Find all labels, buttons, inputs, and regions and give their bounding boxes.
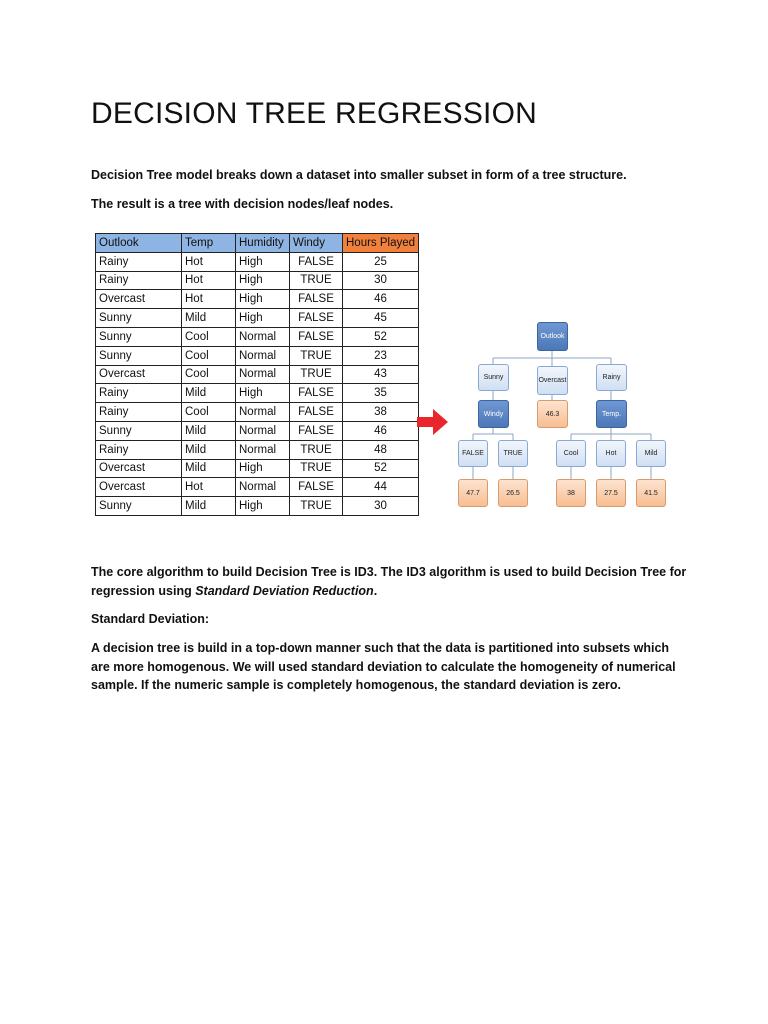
- cell-temp: Cool: [182, 403, 236, 422]
- intro-line-2: The result is a tree with decision nodes/leaf nodes.: [91, 197, 394, 211]
- cell-windy: FALSE: [290, 309, 343, 328]
- table-row: [96, 421, 419, 440]
- cell-outlook: Sunny: [96, 497, 182, 516]
- table-row: [96, 497, 419, 516]
- cell-humidity: Normal: [236, 403, 290, 422]
- cell-humidity: Normal: [236, 478, 290, 497]
- table-row: [96, 478, 419, 497]
- tree-leaf-true-value: 26.5: [498, 479, 528, 507]
- cell-hours-played: 52: [343, 327, 419, 346]
- cell-windy: FALSE: [290, 478, 343, 497]
- cell-hours-played: 46: [343, 290, 419, 309]
- tree-node-cool: Cool: [556, 440, 586, 467]
- table-row: [96, 346, 419, 365]
- sdr-emphasis: Standard Deviation Reduction: [195, 583, 374, 598]
- cell-outlook: Overcast: [96, 365, 182, 384]
- cell-windy: TRUE: [290, 497, 343, 516]
- table-row: [96, 327, 419, 346]
- cell-hours-played: 25: [343, 252, 419, 271]
- cell-outlook: Overcast: [96, 290, 182, 309]
- tree-node-outlook: Outlook: [537, 322, 568, 351]
- section-heading: Standard Deviation:: [91, 612, 210, 626]
- cell-outlook: Sunny: [96, 421, 182, 440]
- cell-temp: Hot: [182, 478, 236, 497]
- cell-windy: FALSE: [290, 384, 343, 403]
- cell-hours-played: 44: [343, 478, 419, 497]
- cell-windy: TRUE: [290, 459, 343, 478]
- cell-humidity: High: [236, 252, 290, 271]
- tree-leaf-false-value: 47.7: [458, 479, 488, 507]
- cell-temp: Cool: [182, 346, 236, 365]
- cell-temp: Mild: [182, 421, 236, 440]
- cell-windy: FALSE: [290, 421, 343, 440]
- cell-windy: TRUE: [290, 440, 343, 459]
- table-row: [96, 440, 419, 459]
- cell-humidity: High: [236, 271, 290, 290]
- tree-leaf-hot-value: 27.5: [596, 479, 626, 507]
- table-header-row: [96, 234, 419, 253]
- cell-humidity: Normal: [236, 365, 290, 384]
- cell-outlook: Rainy: [96, 403, 182, 422]
- decision-tree-diagram: [445, 318, 680, 518]
- header-windy: Windy: [290, 234, 343, 253]
- tree-node-overcast: Overcast: [537, 366, 568, 395]
- cell-hours-played: 48: [343, 440, 419, 459]
- cell-outlook: Overcast: [96, 459, 182, 478]
- cell-outlook: Rainy: [96, 440, 182, 459]
- tree-leaf-mild-value: 41.5: [636, 479, 666, 507]
- cell-windy: FALSE: [290, 290, 343, 309]
- tree-node-false: FALSE: [458, 440, 488, 467]
- page-title: DECISION TREE REGRESSION: [91, 97, 537, 130]
- cell-hours-played: 43: [343, 365, 419, 384]
- cell-temp: Mild: [182, 309, 236, 328]
- tree-node-mild: Mild: [636, 440, 666, 467]
- cell-outlook: Overcast: [96, 478, 182, 497]
- table-row: [96, 290, 419, 309]
- cell-windy: TRUE: [290, 346, 343, 365]
- cell-windy: TRUE: [290, 365, 343, 384]
- table-row: [96, 309, 419, 328]
- tree-node-temp: Temp.: [596, 400, 627, 428]
- cell-temp: Mild: [182, 459, 236, 478]
- algorithm-paragraph: [91, 563, 691, 600]
- cell-temp: Cool: [182, 365, 236, 384]
- cell-windy: FALSE: [290, 403, 343, 422]
- algorithm-period: .: [373, 583, 378, 598]
- tree-leaf-cool-value: 38: [556, 479, 586, 507]
- cell-humidity: High: [236, 497, 290, 516]
- cell-hours-played: 45: [343, 309, 419, 328]
- cell-outlook: Rainy: [96, 271, 182, 290]
- table-row: [96, 384, 419, 403]
- weather-data-table: [95, 233, 419, 516]
- cell-temp: Hot: [182, 290, 236, 309]
- cell-temp: Mild: [182, 440, 236, 459]
- cell-hours-played: 30: [343, 497, 419, 516]
- header-hours-played: Hours Played: [343, 234, 419, 253]
- cell-humidity: High: [236, 309, 290, 328]
- cell-outlook: Sunny: [96, 346, 182, 365]
- tree-node-hot: Hot: [596, 440, 626, 467]
- cell-outlook: Rainy: [96, 384, 182, 403]
- cell-temp: Mild: [182, 384, 236, 403]
- cell-humidity: High: [236, 384, 290, 403]
- cell-humidity: Normal: [236, 327, 290, 346]
- cell-hours-played: 35: [343, 384, 419, 403]
- intro-line-1: Decision Tree model breaks down a dataset into smaller subset in form of a tree structure.: [91, 168, 627, 182]
- table-row: [96, 459, 419, 478]
- tree-node-sunny: Sunny: [478, 364, 509, 391]
- homogeneity-paragraph: A decision tree is build in a top-down manner such that the data is partitioned into subsets which are more homogenous. We will used standard deviation to calculate the homogeneity of numerical sample. If the numeric sample is completely homogenous, the standard deviation is zero.: [91, 641, 676, 692]
- algorithm-text: The core algorithm to build Decision Tree is ID3. The ID3 algorithm is used to build Decision Tree for regression using: [91, 565, 687, 598]
- tree-node-windy: Windy: [478, 400, 509, 428]
- tree-node-true: TRUE: [498, 440, 528, 467]
- cell-hours-played: 38: [343, 403, 419, 422]
- tree-node-rainy: Rainy: [596, 364, 627, 391]
- header-outlook: Outlook: [96, 234, 182, 253]
- cell-humidity: Normal: [236, 421, 290, 440]
- cell-temp: Hot: [182, 252, 236, 271]
- cell-hours-played: 46: [343, 421, 419, 440]
- table-row: [96, 252, 419, 271]
- tree-leaf-overcast-value: 46.3: [537, 400, 568, 428]
- table-row: [96, 271, 419, 290]
- header-humidity: Humidity: [236, 234, 290, 253]
- cell-windy: FALSE: [290, 252, 343, 271]
- cell-humidity: Normal: [236, 346, 290, 365]
- cell-outlook: Sunny: [96, 327, 182, 346]
- cell-outlook: Sunny: [96, 309, 182, 328]
- cell-humidity: Normal: [236, 440, 290, 459]
- cell-humidity: High: [236, 290, 290, 309]
- table-row: [96, 403, 419, 422]
- cell-temp: Cool: [182, 327, 236, 346]
- cell-hours-played: 23: [343, 346, 419, 365]
- cell-outlook: Rainy: [96, 252, 182, 271]
- cell-windy: TRUE: [290, 271, 343, 290]
- cell-humidity: High: [236, 459, 290, 478]
- cell-temp: Hot: [182, 271, 236, 290]
- cell-temp: Mild: [182, 497, 236, 516]
- table-row: [96, 365, 419, 384]
- cell-hours-played: 52: [343, 459, 419, 478]
- cell-hours-played: 30: [343, 271, 419, 290]
- cell-windy: FALSE: [290, 327, 343, 346]
- header-temp: Temp: [182, 234, 236, 253]
